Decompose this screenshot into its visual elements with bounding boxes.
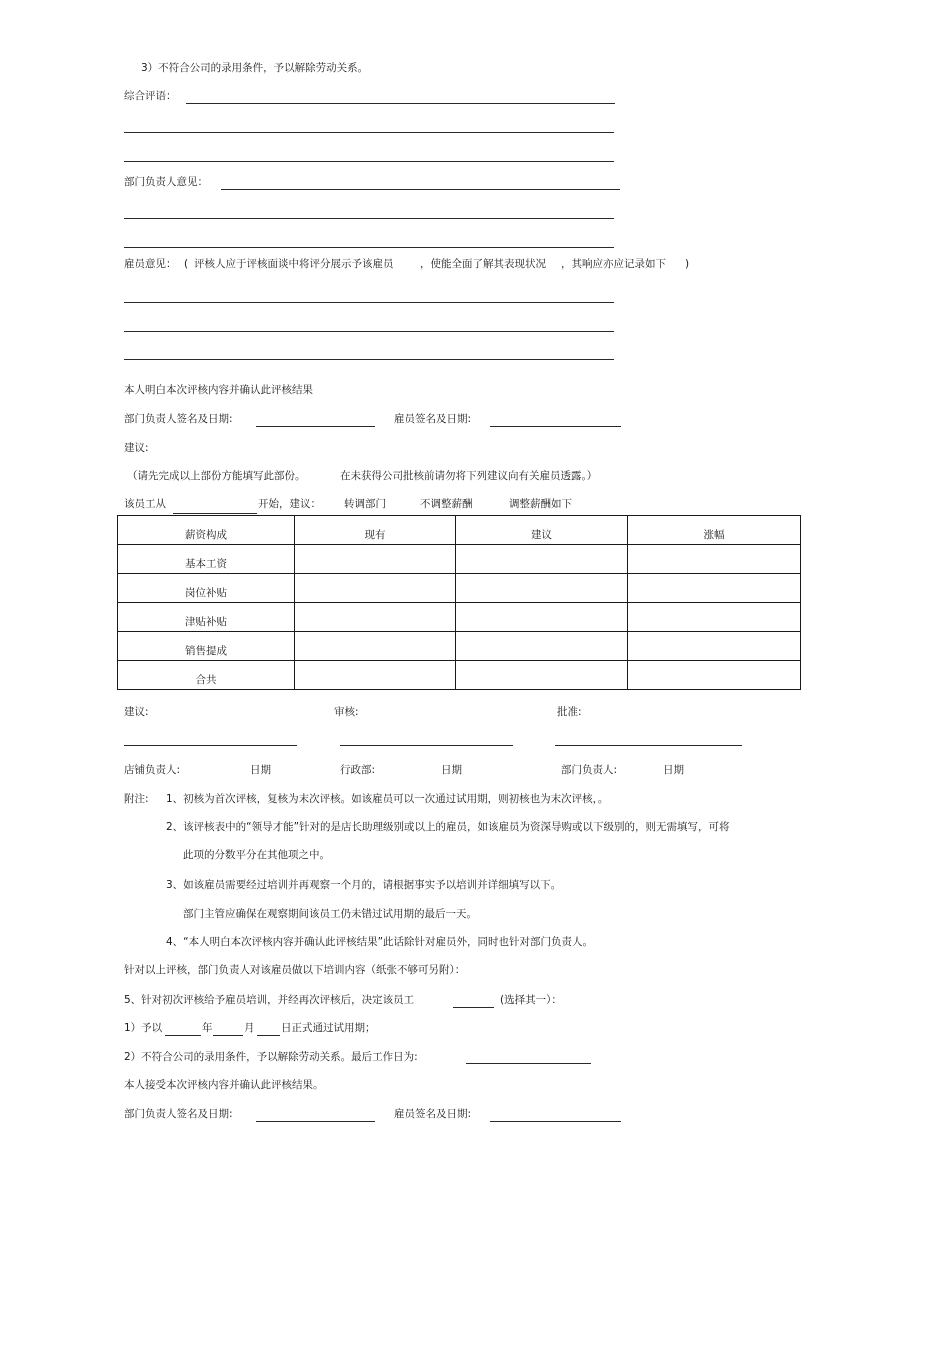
from-line-start: 开始，建议： <box>258 498 321 510</box>
cell-current[interactable] <box>295 545 456 574</box>
header-current: 现有 <box>295 516 456 545</box>
accept-text: 本人接受本次评核内容并确认此评核结果。 <box>124 1079 324 1091</box>
option-1-year: 年 <box>202 1022 213 1034</box>
employee-opinion-line-1[interactable] <box>124 302 614 303</box>
sign-employee-label-2: 雇员签名及日期: <box>394 1108 472 1120</box>
note-1: 1、初核为首次评核，复核为末次评核。如该雇员可以一次通过试用期，则初核也为末次评核，。 <box>166 793 609 805</box>
row-label: 合共 <box>118 661 295 690</box>
cell-increase[interactable] <box>628 603 801 632</box>
employee-opinion-note-3: ，其响应亦应记录如下 <box>561 258 666 270</box>
note-line-2: 在未获得公司批核前请勿将下列建议向有关雇员透露。） <box>340 470 598 482</box>
cell-increase[interactable] <box>628 632 801 661</box>
item-5-choose: (选择其一）： <box>500 994 562 1006</box>
overall-comment-line-2[interactable] <box>124 132 614 133</box>
note-line-1: （请先完成以上部份方能填写此部份。 <box>127 470 306 482</box>
row-label: 销售提成 <box>118 632 295 661</box>
sign-dept-head-field-2[interactable] <box>256 1121 375 1122</box>
option-1-year-field[interactable] <box>165 1035 201 1036</box>
admin-dept-date-label: 日期 <box>441 764 462 776</box>
sign-employee-field-2[interactable] <box>490 1121 621 1122</box>
row-label: 岗位补贴 <box>118 574 295 603</box>
employee-opinion-paren-close: ) <box>685 258 690 270</box>
admin-dept-label: 行政部: <box>340 764 376 776</box>
table-row <box>118 574 801 603</box>
note-3: 3、如该雇员需要经过培训并再观察一个月的，请根据事实予以培训并详细填写以下。 <box>166 879 562 891</box>
header-suggested: 建议 <box>456 516 628 545</box>
option-1-prefix: 1）予以 <box>124 1022 163 1034</box>
cell-suggested[interactable] <box>456 603 628 632</box>
table-row <box>118 632 801 661</box>
cell-increase[interactable] <box>628 545 801 574</box>
note-2: 2、该评核表中的“领导才能”针对的是店长助理级别或以上的雇员，如该雇员为资深导购或以下级别的，则无需填写，可将 <box>166 821 730 833</box>
option-transfer-dept[interactable]: 转调部门 <box>344 498 386 510</box>
store-head-label: 店铺负责人: <box>124 764 181 776</box>
option-1-day-field[interactable] <box>257 1035 280 1036</box>
approval-approve-label: 批准: <box>557 706 582 718</box>
note-3-cont: 部门主管应确保在观察期间该员工仍未错过试用期的最后一天。 <box>183 908 477 920</box>
item-5-choice-field[interactable] <box>453 1007 494 1008</box>
employee-opinion-line-3[interactable] <box>124 359 614 360</box>
cell-increase[interactable] <box>628 661 801 690</box>
option-2-last-day-field[interactable] <box>466 1063 591 1064</box>
note-2-cont: 此项的分数平分在其他项之中。 <box>183 849 330 861</box>
notes-label: 附注: <box>124 793 149 805</box>
table-row <box>118 603 801 632</box>
table-row <box>118 545 801 574</box>
item-5-text: 5、针对初次评核给予雇员培训，并经再次评核后，决定该员工 <box>124 994 415 1006</box>
from-date-field[interactable] <box>173 513 257 514</box>
dept-head-opinion-line-2[interactable] <box>124 218 614 219</box>
employee-opinion-label: 雇员意见： <box>124 258 177 270</box>
approval-review-label: 审核: <box>334 706 359 718</box>
cell-suggested[interactable] <box>456 661 628 690</box>
employee-opinion-note-1: 评核人应于评核面谈中将评分展示予该雇员 <box>194 258 394 270</box>
line-item-3: 3）不符合公司的录用条件，予以解除劳动关系。 <box>141 62 369 74</box>
cell-suggested[interactable] <box>456 545 628 574</box>
sign-dept-head-field[interactable] <box>256 426 375 427</box>
dept-head-label: 部门负责人: <box>561 764 618 776</box>
option-adjust-salary[interactable]: 调整薪酬如下 <box>509 498 572 510</box>
dept-head-opinion-field[interactable] <box>221 189 620 190</box>
employee-opinion-paren-open: ( <box>184 258 189 270</box>
sign-dept-head-label-2: 部门负责人签名及日期: <box>124 1108 233 1120</box>
training-text: 针对以上评核，部门负责人对该雇员做以下培训内容（纸张不够可另附）： <box>124 964 466 976</box>
option-no-salary-change[interactable]: 不调整薪酬 <box>420 498 473 510</box>
approval-review-field[interactable] <box>340 745 513 746</box>
table-row <box>118 661 801 690</box>
approval-suggest-label: 建议: <box>124 706 149 718</box>
store-head-date-label: 日期 <box>250 764 271 776</box>
confirm-text: 本人明白本次评核内容并确认此评核结果 <box>124 384 313 396</box>
suggestion-label: 建议: <box>124 442 149 454</box>
overall-comment-label: 综合评语： <box>124 90 177 102</box>
cell-current[interactable] <box>295 661 456 690</box>
cell-current[interactable] <box>295 574 456 603</box>
from-line-prefix: 该员工从 <box>124 498 166 510</box>
option-2-text: 2）不符合公司的录用条件，予以解除劳动关系。最后工作日为: <box>124 1051 418 1063</box>
cell-current[interactable] <box>295 632 456 661</box>
option-1-month-field[interactable] <box>213 1035 243 1036</box>
note-4: 4、“本人明白本次评核内容并确认此评核结果”此话除针对雇员外，同时也针对部门负责人。 <box>166 936 594 948</box>
option-1-month: 月 <box>244 1022 255 1034</box>
table-header-row <box>118 516 801 545</box>
employee-opinion-line-2[interactable] <box>124 331 614 332</box>
cell-increase[interactable] <box>628 574 801 603</box>
sign-employee-label: 雇员签名及日期: <box>394 413 472 425</box>
dept-head-opinion-line-3[interactable] <box>124 247 614 248</box>
cell-suggested[interactable] <box>456 632 628 661</box>
sign-employee-field[interactable] <box>490 426 621 427</box>
sign-dept-head-label: 部门负责人签名及日期: <box>124 413 233 425</box>
cell-suggested[interactable] <box>456 574 628 603</box>
employee-opinion-note-2: ，使能全面了解其表现状况 <box>420 258 546 270</box>
dept-head-date-label: 日期 <box>663 764 684 776</box>
option-1-suffix: 日正式通过试用期； <box>281 1022 376 1034</box>
approval-suggest-field[interactable] <box>124 745 297 746</box>
dept-head-opinion-label: 部门负责人意见： <box>124 176 208 188</box>
header-increase: 涨幅 <box>628 516 801 545</box>
salary-table <box>117 515 801 690</box>
overall-comment-field[interactable] <box>186 103 615 104</box>
overall-comment-line-3[interactable] <box>124 161 614 162</box>
header-salary-component: 薪资构成 <box>118 516 295 545</box>
row-label: 津贴补贴 <box>118 603 295 632</box>
cell-current[interactable] <box>295 603 456 632</box>
approval-approve-field[interactable] <box>555 745 742 746</box>
row-label: 基本工资 <box>118 545 295 574</box>
